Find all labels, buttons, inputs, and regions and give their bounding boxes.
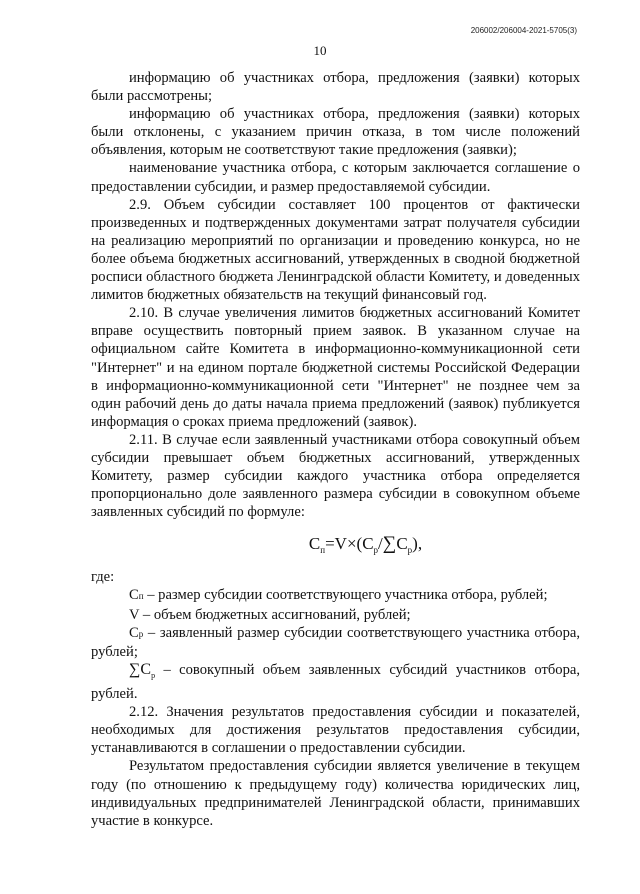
paragraph-2-12: 2.12. Значения результатов предоставления субсидии и показателей, необходимых для достижения результатов предоставления субсидии, устанавливаются в соглашении о предоставлении субсидии. (91, 704, 580, 757)
subsidy-formula (91, 535, 580, 559)
definition-sum-c: C (140, 660, 152, 678)
definition-cn-text: – размер субсидии соответствующего участника отбора, рублей; (143, 587, 548, 604)
formula-sigma: ∑ (382, 533, 397, 555)
where-label: где: (91, 569, 115, 586)
formula-sub-n: п (320, 545, 326, 556)
formula-c2: C (362, 534, 374, 554)
document-code: 206002/206004-2021-5705(3) (470, 26, 577, 35)
paragraph-reviewed-participants: информацию об участниках отбора, предложения (заявки) которых были рассмотрены; (91, 70, 580, 105)
definition-cp-text: – заявленный размер субсидии соответствующего участника отбора, рублей; (91, 624, 580, 660)
definition-cp (91, 624, 580, 661)
definition-sum-text: – совокупный объем заявленных субсидий участников отбора, рублей. (91, 661, 580, 703)
definition-cp-subscript: p (138, 628, 144, 639)
definition-sum-sigma: ∑ (129, 660, 141, 678)
formula-close: ), (412, 534, 423, 554)
paragraph-2-9: 2.9. Объем субсидии составляет 100 процентов от фактически произведенных и подтвержденных документами затрат получателя субсидии на реализацию мероприятий по организации и проведению конкурса, но не более объема бюджетных ассигнований, утвержденных в сводной бюджетной росписи областного бюджета Ленинградской области Комитету, и доведенных лимитов бюджетных обязательств на текущий финансовый год. (91, 196, 580, 304)
definition-cp-symbol: C (129, 624, 139, 641)
definition-sum-symbol (129, 661, 155, 678)
paragraph-2-11: 2.11. В случае если заявленный участниками отбора совокупный объем субсидии превышает объем бюджетных ассигнований, утвержденных Комитету, размер субсидии каждого участника отбора определяется пропорционально доле заявленного размера субсидии в совокупном объеме заявленных субсидий по формуле: (91, 431, 580, 521)
definition-cn (91, 586, 580, 605)
formula-c3: C (396, 534, 408, 554)
formula-slash: / (378, 534, 383, 554)
definition-sum-cp (91, 661, 580, 703)
paragraph-2-10: 2.10. В случае увеличения лимитов бюджетных ассигнований Комитет вправе осуществить повторный прием заявок. В указанном случае на официальном сайте Комитета в информационно-коммуникационной сети "Интернет" и на едином портале бюджетной системы Российской Федерации в информационно-коммуникационной сети "Интернет" не позднее чем за один рабочий день до даты начала приема предложений (заявок) публикуется информация о сроках приема предложений (заявок). (91, 305, 580, 430)
paragraph-result: Результатом предоставления субсидии является увеличение в текущем году (по отношению к предыдущему году) количества юридических лиц, индивидуальных предпринимателей Ленинградской области, принимавших участие в конкурсе. (91, 758, 580, 829)
body-text (91, 69, 580, 830)
page-number: 10 (313, 43, 327, 58)
definition-cn-symbol: C (129, 587, 139, 604)
paragraph-selected-participant: наименование участника отбора, с которым заключается соглашение о предоставлении субсидии, и размер предоставляемой субсидии. (91, 160, 580, 195)
formula-sub-p: p (373, 545, 379, 556)
formula-sub-p2: p (407, 545, 413, 556)
definition-cn-subscript: п (138, 591, 144, 602)
definition-sum-subscript: p (151, 671, 156, 680)
definition-v: V – объем бюджетных ассигнований, рублей; (129, 606, 411, 623)
paragraph-rejected-participants: информацию об участниках отбора, предложения (заявки) которых были отклонены, с указанием причин отказа, в том числе положений объявления, которым не соответствуют такие предложения (заявки); (91, 106, 580, 159)
formula-eq-v: =V×( (325, 534, 363, 554)
formula-c: C (308, 534, 321, 554)
